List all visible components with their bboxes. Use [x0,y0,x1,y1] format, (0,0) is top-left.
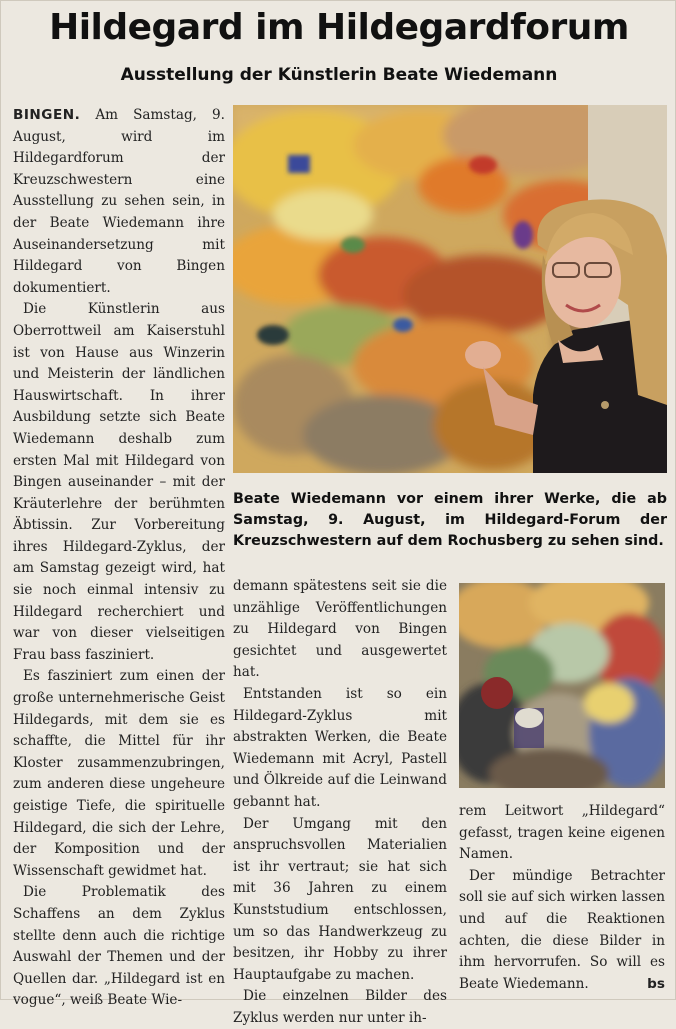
paragraph: Am Samstag, 9. August, wird im Hildegardforum der Kreuzschwestern eine Ausstellung zu sehen sein, in der Beate Wiedemann ihre Auseinandersetzung mit Hildegard von Bingen dokumentiert. [13,107,225,296]
subheadline: Ausstellung der Künstlerin Beate Wiedemann [120,65,558,85]
column-2 [233,576,447,1029]
paragraph-text: Der mündige Betrachter soll sie auf sich wirken lassen und auf die Reaktionen achten, die diese Bilder in ihm hervorrufen. So will es Beate Wiedemann. [459,867,665,992]
paragraph: Die Künstlerin aus Oberrottweil am Kaiserstuhl ist von Hause aus Winzerin und Meisterin der ländlichen Hauswirtschaft. In ihrer Ausbildung setzte sich Beate Wiedemann deshalb zum ersten Mal mit Hildegard von Bingen auseinander – mit der Kräuterlehre der berühmten Äbtissin. Zur Vorbereitung ihres Hildegard-Zyklus, der am Samstag gezeigt wird, hat sie noch einmal intensiv zu Hildegard recherchiert und war von dieser vielseitigen Frau bass fasziniert. [13,301,225,663]
paragraph: Entstanden ist so ein Hildegard-Zyklus mit abstrakten Werken, die Beate Wiedemann mit Acryl, Pastell und Ölkreide auf die Leinwand gebannt hat. [233,685,447,810]
paragraph: Die Problematik des Schaffens an dem Zyklus stellte denn auch die richtige Auswahl der Themen und der Quellen dar. „Hildegard ist en vogue“, weiß Beate Wie- [13,884,225,1009]
author-initials: bs [647,975,665,992]
paragraph: Der Umgang mit den anspruchsvollen Materialien ist ihr vertraut; sie hat sich mit 36 Jahren zu einem Kunststudium entschlossen, um so das Handwerkzeug zu besitzen, ihr Hobby zu ihrer Hauptaufgabe zu machen. [233,815,447,983]
paragraph [459,866,665,996]
dateline: BINGEN. [13,107,81,123]
headline: Hildegard im Hildegardforum [49,7,629,48]
photo-caption: Beate Wiedemann vor einem ihrer Werke, die ab Samstag, 9. August, im Hildegard-Forum der Kreuzschwestern auf dem Rochusberg zu sehen sind. [233,491,667,549]
painting-photo [459,583,665,788]
column-3 [459,801,665,995]
artist-photo [233,105,667,473]
paragraph: Die einzelnen Bilder des Zyklus werden nur unter ih- [233,988,447,1026]
paragraph: demann spätestens seit sie die unzählige Veröffentlichungen zu Hildegard von Bingen gesichtet und ausgewertet hat. [233,578,447,681]
paragraph: Es fasziniert zum einen der große unternehmerische Geist Hildegards, mit dem sie es schaffte, die Mittel für ihr Kloster zusammenzubringen, zum anderen diese ungeheure geistige Tiefe, die spirituelle Hildegard, die sich der Lehre, der Komposition und der Wissenschaft gewidmet hat. [13,668,225,879]
paragraph: rem Leitwort „Hildegard“ gefasst, tragen keine eigenen Namen. [459,803,665,863]
column-1 [13,105,225,1012]
